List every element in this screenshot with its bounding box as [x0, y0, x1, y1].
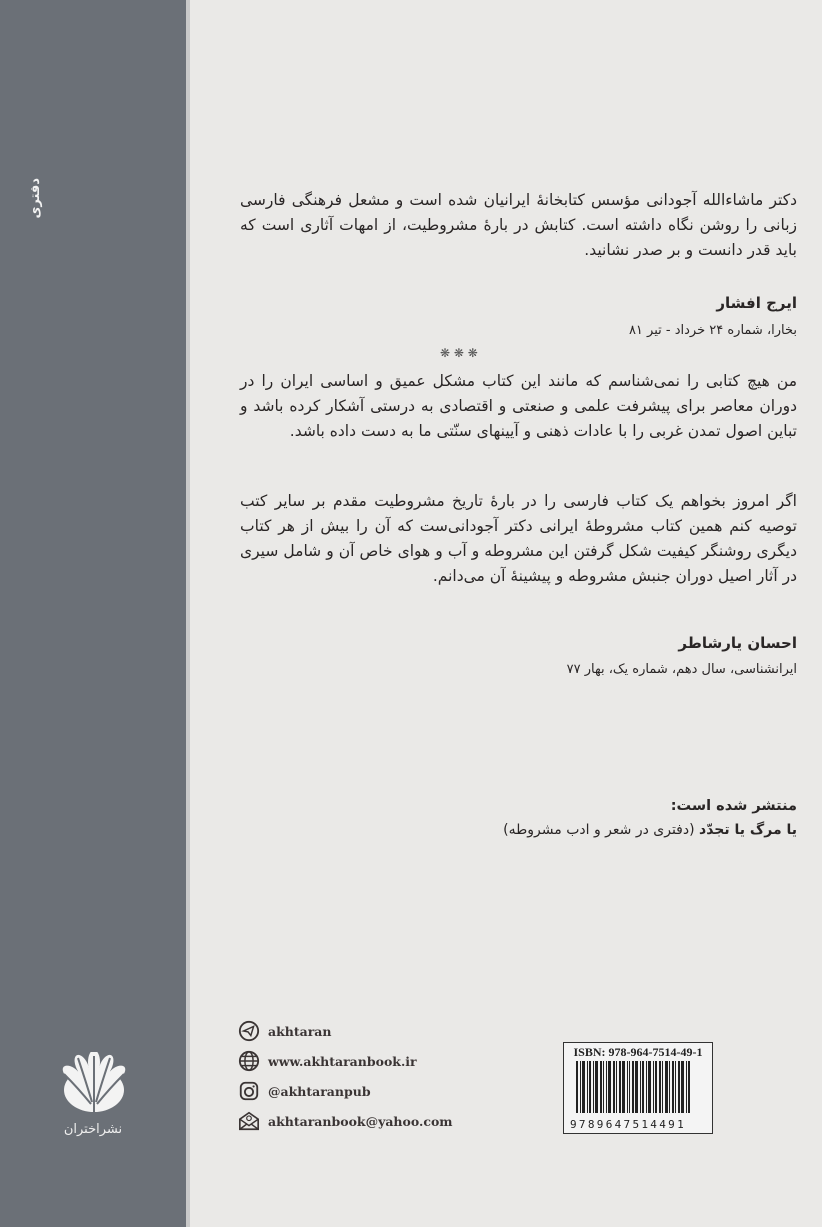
separator-stars: ❋ ❋ ❋	[440, 346, 478, 360]
blurb-1-text: دکتر ماشاءالله آجودانی مؤسس کتابخانهٔ ایرانیان شده است و مشعل فرهنگی فارسی زبانی را روشن نگاه داشته است. کتابش در بارهٔ مشروطیت، از امهات آثاری است که باید قدر دانست و بر صدر نشانید.	[240, 191, 797, 259]
contact-list	[238, 1016, 453, 1136]
telegram-icon	[238, 1020, 260, 1042]
contact-telegram-text: akhtaran	[268, 1023, 332, 1039]
contact-website[interactable]	[238, 1046, 453, 1076]
barcode-digits: 9789647514491	[570, 1118, 686, 1131]
contact-email-text: akhtaranbook@yahoo.com	[268, 1113, 453, 1129]
published-title: یا مرگ یا تجدّد	[699, 822, 797, 838]
blurb-2-source: ایرانشناسی، سال دهم، شماره یک، بهار ۷۷	[566, 662, 797, 677]
isbn-number: ISBN: 978-964-7514-49-1	[573, 1045, 703, 1059]
spine-title: دفتری	[28, 178, 43, 219]
published-item	[300, 822, 797, 838]
contact-website-text: www.akhtaranbook.ir	[268, 1053, 417, 1069]
publisher-logo-icon	[58, 1052, 130, 1112]
blurb-1-author: ایرج افشار	[716, 294, 797, 312]
contact-telegram[interactable]	[238, 1016, 453, 1046]
published-subtitle: (دفتری در شعر و ادب مشروطه)	[503, 822, 695, 838]
email-icon	[238, 1110, 260, 1132]
book-spine	[0, 0, 186, 1227]
published-heading: منتشر شده است:	[670, 798, 797, 814]
globe-icon	[238, 1050, 260, 1072]
contact-instagram[interactable]	[238, 1076, 453, 1106]
blurb-1-source: بخارا، شماره ۲۴ خرداد - تیر ۸۱	[628, 323, 797, 338]
isbn-barcode	[563, 1042, 713, 1134]
contact-instagram-text: @akhtaranpub	[268, 1083, 371, 1099]
blurb-2-text-continued: اگر امروز بخواهم یک کتاب فارسی را در بارهٔ تاریخ مشروطیت مقدم بر سایر کتب توصیه کنم همین کتاب مشروطهٔ ایرانی دکتر آجودانی‌ست که آن را بیش از هر کتاب دیگری روشنگر کیفیت شکل گرفتن این مشروطه و آب و هوای خاص آن و شامل سیری در آثار اصیل دوران جنبش مشروطه و پیشینهٔ آن می‌دانم.	[240, 492, 797, 585]
blurb-2-author: احسان یارشاطر	[678, 634, 797, 652]
publisher-name: نشراختران	[63, 1122, 123, 1137]
contact-email[interactable]	[238, 1106, 453, 1136]
barcode-bars	[576, 1061, 702, 1113]
instagram-icon	[238, 1080, 260, 1102]
blurb-2-text: من هیچ کتابی را نمی‌شناسم که مانند این کتاب مشکل عمیق و اساسی ایران را در دوران معاصر برای پیشرفت علمی و صنعتی و اقتصادی به درستی آشکار کرده باشد و تباین اصول تمدن غربی را با عادات ذهنی و آیینهای سنّتی ما به دست داده باشد.	[240, 372, 797, 440]
